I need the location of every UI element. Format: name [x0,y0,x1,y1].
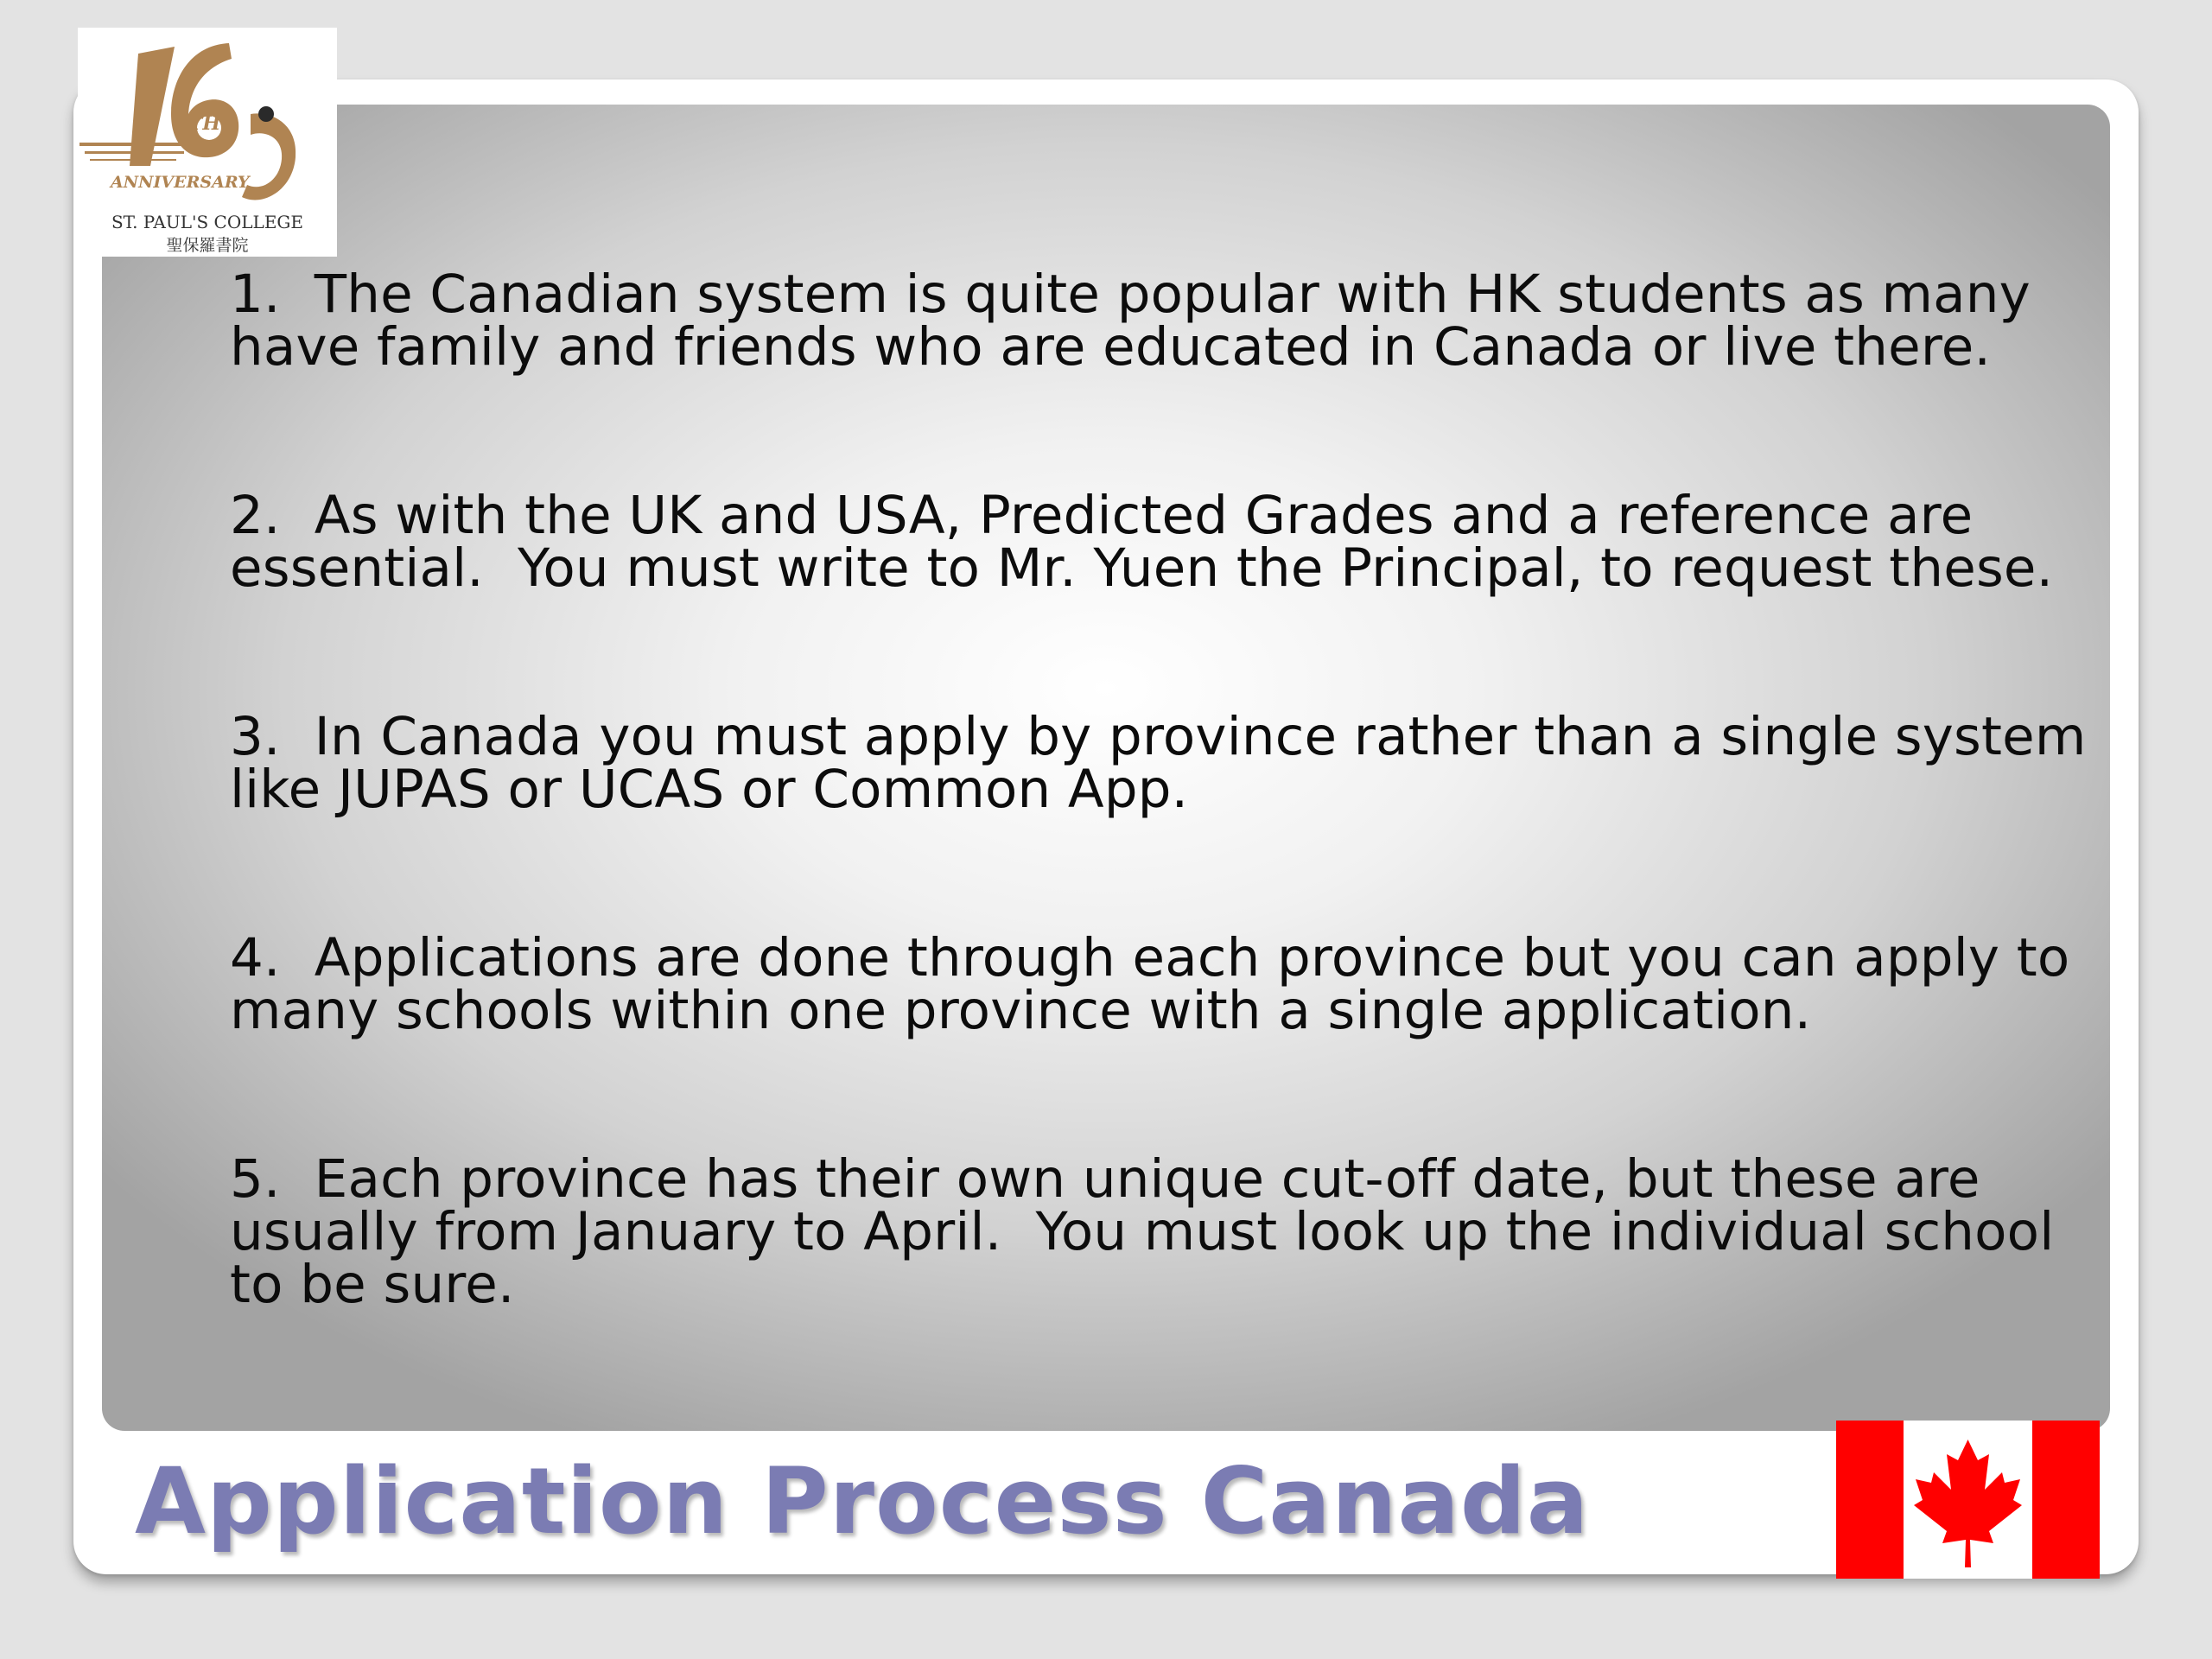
logo-anniversary: ANNIVERSARY [111,173,250,192]
point-3: 3. In Canada you must apply by province rather than a single system like JUPAS or UCAS or Common App. [230,706,2087,820]
point-1: 1. The Canadian system is quite popular with HK students as many have family and friends who are educated in Canada or live there. [230,264,2031,378]
canada-flag-icon [1836,1421,2100,1579]
anniversary-logo-icon [78,28,337,257]
bullet-points [230,264,2096,1427]
logo-school: ST. PAUL'S COLLEGE [111,212,304,232]
logo-school-chinese: 聖保羅書院 [166,236,249,255]
logo-superscript: TH [188,112,221,135]
point-5: 5. Each province has their own unique cut-off date, but these are usually from January to April. You must look up the individual school to be sure. [230,1148,2055,1315]
point-4: 4. Applications are done through each province but you can apply to many schools within one province with a single application. [230,927,2070,1041]
slide-title: Application Process Canada [135,1448,1590,1554]
point-2: 2. As with the UK and USA, Predicted Grades and a reference are essential. You must write to Mr. Yuen the Principal, to request these. [230,485,2054,599]
anniversary-logo [78,28,337,257]
